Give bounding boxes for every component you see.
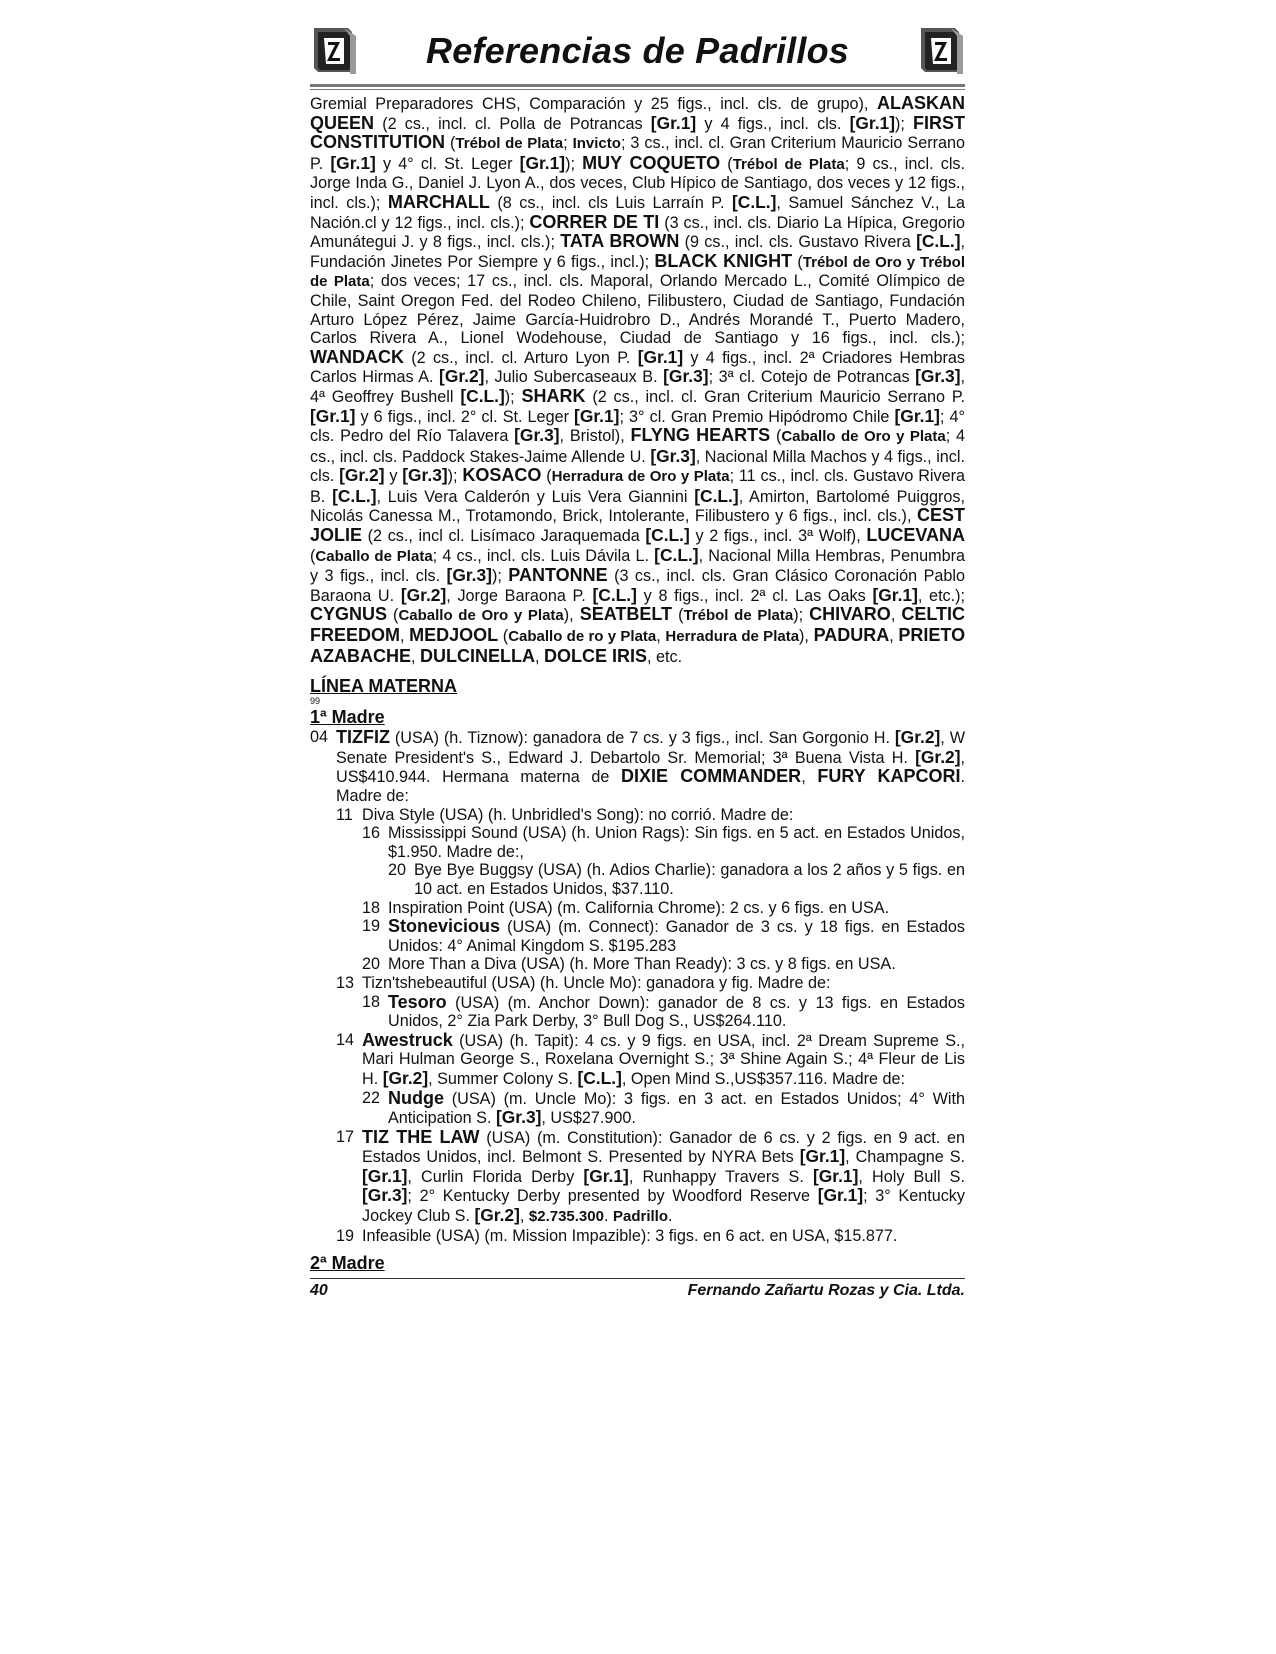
grade-badge: [Gr.2] [894,727,941,748]
horse-name: CYGNUS [310,604,388,625]
horse-name: FLYNG HEARTS [630,425,771,446]
grade-badge: [Gr.1] [650,112,697,133]
grade-badge: [Gr.2] [382,1067,429,1088]
horse-name: PANTONNE [508,565,608,586]
horse-name: MARCHALL [387,191,490,212]
pedigree-entry: 20 Bye Bye Buggsy (USA) (h. Adios Charlie): ganadora a los 2 años y 5 figs. en 10 act. en Estados Unidos, $37.110. [388,861,965,898]
grade-badge: [C.L.] [916,231,961,252]
status-label: Padrillo [612,1208,668,1226]
grade-badge: [Gr.2] [400,584,447,605]
section-heading-linea-materna: LÍNEA MATERNA [310,676,457,697]
header-divider [310,84,965,90]
grade-badge: [Gr.2] [439,366,485,387]
grade-badge: [Gr.3] [650,445,696,466]
horse-name: DOLCE IRIS [544,645,648,666]
pedigree-entry: 17 TIZ THE LAW (USA) (m. Constitution): Ganador de 6 cs. y 2 figs. en 9 act. en Estados Unidos, incl. Belmont S. Presented by NYRA Bets [Gr.1], Champagne S. [Gr.1], Curlin Florida Derby [Gr.1], Runhappy Travers S. [Gr.1], Holy Bull S. [Gr.3]; 2° Kentucky Derby presented by Woodford Reserve [Gr.1]; 3° Kentucky Jockey Club S. [Gr.2], $2.735.300. Padrillo. [336,1126,966,1226]
section-heading-segunda-madre: 2ª Madre [310,1253,385,1274]
grade-badge: [Gr.2] [915,746,961,767]
horse-name: MUY COQUETO [582,152,721,173]
grade-badge: [Gr.2] [474,1205,520,1226]
horse-name: BLACK KNIGHT [654,250,793,271]
section-mark: 99 [310,696,321,707]
pedigree-entry: 19 Stonevicious (USA) (m. Connect): Ganador de 3 cs. y 18 figs. en Estados Unidos: 4° Animal Kingdom S. $195.283 [362,916,965,955]
grade-badge: [Gr.1] [817,1185,864,1206]
grade-badge: [Gr.3] [362,1185,408,1206]
horse-name: SHARK [521,385,586,406]
grade-badge: [Gr.1] [637,346,684,367]
grade-badge: [Gr.1] [574,405,620,426]
horse-name: TIZ THE LAW [362,1126,480,1147]
page-footer [310,1282,965,1306]
grade-badge: [Gr.1] [872,584,918,605]
pedigree-entry: 14 Awestruck (USA) (h. Tapit): 4 cs. y 9 figs. en USA, incl. 2ª Dream Supreme S., Mari Hulman George S., Roxelana Overnight S.; 3ª Shine Again S.; 4ª Fleur de Lis H. [Gr.2], Summer Colony S. [C.L.], Open Mind S.,US$357.116. Madre de: [336,1029,966,1088]
grade-badge: [Gr.3] [514,425,560,446]
grade-badge: [C.L.] [577,1067,622,1088]
grade-badge: [C.L.] [460,385,505,406]
grade-badge: [Gr.1] [362,1165,408,1186]
grade-badge: [C.L.] [731,191,777,212]
horse-head-emblem-icon [917,24,965,76]
grade-badge: [Gr.1] [519,152,566,173]
pedigree-entry: 13 Tizn'tshebeautiful (USA) (h. Uncle Mo): ganadora y fig. Madre de: [336,973,831,992]
page-title: Referencias de Padrillos [426,30,849,71]
horse-name: CHIVARO [809,604,891,625]
earnings: $2.735.300 [528,1208,604,1226]
footer-divider [310,1278,965,1279]
horse-name: MEDJOOL [409,625,499,646]
horse-name: Stonevicious [388,916,501,937]
grade-badge: [C.L.] [654,544,699,565]
grade-badge: [Gr.1] [583,1165,629,1186]
grade-badge: [Gr.3] [402,465,448,486]
pedigree-entry: 19 Infeasible (USA) (m. Mission Impazible): 3 figs. en 6 act. en USA, $15.877. [336,1226,898,1245]
grade-badge: [Gr.3] [446,565,492,586]
horse-name: PADURA [813,625,890,646]
pedigree-entry: 11 Diva Style (USA) (h. Unbridled's Song): no corrió. Madre de: [336,805,794,824]
grade-badge: [C.L.] [645,525,690,546]
horse-name: ALASKAN QUEEN [310,93,966,133]
progeny-paragraph: Gremial Preparadores CHS, Comparación y 25 figs., incl. cls. de grupo), ALASKAN QUEEN (2 cs., incl. cl. Polla de Potrancas [Gr.1] y 4 figs., incl. cls. [Gr.1]); FIRST CONSTITUTION (Trébol de Plata; Invicto; 3 cs., incl. cl. Gran Criterium Mauricio Serrano P. [Gr.1] y 4° cl. St. Leger [Gr.1]); MUY COQUETO (Trébol de Plata; 9 cs., incl. cls. Jorge Inda G., Daniel J. Lyon A., dos veces, Club Hípico de Santiago, dos veces y 12 figs., incl. cls.); MARCHALL (8 cs., incl. cls Luis Larraín P. [C.L.], Samuel Sánchez V., La Nación.cl y 12 figs., incl. cls.); CORRER DE TI (3 cs., incl. cls. Diario La Hípica, Gregorio Amunátegui J. y 8 figs., incl. cls.); TATA BROWN (9 cs., incl. cls. Gustavo Rivera [C.L.], Fundación Jinetes Por Siempre y 6 figs., incl.); BLACK KNIGHT (Trébol de Oro y Trébol de Plata; dos veces; 17 cs., incl. cls. Maporal, Orlando Mercado L., Comité Olímpico de Chile, Saint Oregon Fed. del Rodeo Chileno, Filibustero, Ciudad de Santiago, Fundación Arturo López Pérez, Jaime García-Huidrobro D., Andrés Morandé T., Puerto Madero, Carlos Rivera A., Lionel Wodehouse, Ciudad de Santiago y 16 figs., incl. cls.); WANDACK (2 cs., incl. cl. Arturo Lyon P. [Gr.1] y 4 figs., incl. 2ª Criadores Hembras Carlos Hirmas A. [Gr.2], Julio Subercaseaux B. [Gr.3]; 3ª cl. Cotejo de Potrancas [Gr.3], 4ª Geoffrey Bushell [C.L.]); SHARK (2 cs., incl. cl. Gran Criterium Mauricio Serrano P. [Gr.1] y 6 figs., incl. 2° cl. St. Leger [Gr.1]; 3° cl. Gran Premio Hipódromo Chile [Gr.1]; 4° cls. Pedro del Río Talavera [Gr.3], Bristol), FLYNG HEARTS (Caballo de Oro y Plata; 4 cs., incl. cls. Paddock Stakes-Jaime Allende U. [Gr.3], Nacional Milla Machos y 4 figs., incl. cls. [Gr.2] y [Gr.3]); KOSACO (Herradura de Oro y Plata; 11 cs., incl. cls. Gustavo Rivera B. [C.L.], Luis Vera Calderón y Luis Vera Giannini [C.L.], Amirton, Bartolomé Puiggros, Nicolás Canessa M., Trotamondo, Brick, Intolerante, Filibustero y 6 figs., incl. cls.), CEST JOLIE (2 cs., incl cl. Lisímaco Jaraquemada [C.L.] y 2 figs., incl. 3ª Wolf), LUCEVANA (Caballo de Plata; 4 cs., incl. cls. Luis Dávila L. [C.L.], Nacional Milla Hembras, Penumbra y 3 figs., incl. cls. [Gr.3]); PANTONNE (3 cs., incl. cls. Gran Clásico Coronación Pablo Baraona U. [Gr.2], Jorge Baraona P. [C.L.] y 8 figs., incl. 2ª cl. Las Oaks [Gr.1], etc.); CYGNUS (Caballo de Oro y Plata), SEATBELT (Trébol de Plata); CHIVARO, CELTIC FREEDOM, MEDJOOL (Caballo de ro y Plata, Herradura de Plata), PADURA, PRIETO AZABACHE, DULCINELLA, DOLCE IRIS, etc. [310,93,966,666]
horse-name: LUCEVANA [866,525,966,546]
horse-name: WANDACK [310,346,404,367]
pedigree-entry: 18 Inspiration Point (USA) (m. California Chrome): 2 cs. y 6 figs. en USA. [362,898,890,917]
horse-name: CORRER DE TI [529,211,660,232]
page [310,20,965,1306]
horse-name: FIRST CONSTITUTION [310,112,966,153]
grade-badge: [Gr.1] [330,152,376,173]
grade-badge: [Gr.1] [849,112,895,133]
page-header [310,20,965,82]
horse-name: DULCINELLA [420,645,535,666]
grade-badge: [Gr.1] [799,1146,846,1167]
horse-name: CEST JOLIE [310,505,965,546]
grade-badge: [C.L.] [332,485,377,506]
grade-badge: [Gr.1] [310,405,356,426]
pedigree-entry: 04 TIZFIZ (USA) (h. Tiznow): ganadora de 7 cs. y 3 figs., incl. San Gorgonio H. [Gr.2], W Senate President's S., Edward J. Debartolo Sr. Memorial; 3ª Buena Vista H. [Gr.2], US$410.944. Hermana materna de DIXIE COMMANDER, FURY KAPCORI. Madre de: [310,727,965,805]
horse-name: DIXIE COMMANDER [621,766,802,787]
section-heading-primera-madre: 1ª Madre [310,707,385,728]
horse-name: SEATBELT [579,604,673,625]
horse-name: Tesoro [388,991,447,1012]
pedigree-entry: 18 Tesoro (USA) (m. Anchor Down): ganador de 8 cs. y 13 figs. en Estados Unidos, 2° Zia Park Derby, 3° Bull Dog S., US$264.110. [362,991,965,1031]
pedigree-entry: 16 Mississippi Sound (USA) (h. Union Rags): Sin figs. en 5 act. en Estados Unidos, $1.950. Madre de:, [362,824,965,861]
horse-name: FURY KAPCORI [817,766,961,787]
publisher-name: Fernando Zañartu Rozas y Cia. Ltda. [687,1282,965,1300]
pedigree-entry: 20 More Than a Diva (USA) (h. More Than Ready): 3 cs. y 8 figs. en USA. [362,955,896,974]
horse-name: TATA BROWN [560,231,680,252]
horse-name: KOSACO [462,465,542,486]
grade-badge: [Gr.2] [339,465,385,486]
grade-badge: [C.L.] [694,485,739,506]
horse-name: TIZFIZ [336,727,390,748]
grade-badge: [Gr.3] [495,1107,542,1128]
horse-name: Nudge [388,1087,444,1108]
pedigree-entry: 22 Nudge (USA) (m. Uncle Mo): 3 figs. en 3 act. en Estados Unidos; 4° With Anticipation S. [Gr.3], US$27.900. [362,1087,966,1128]
grade-badge: [Gr.3] [915,366,961,387]
horse-name: PRIETO AZABACHE [310,625,966,666]
grade-badge: [C.L.] [592,584,637,605]
grade-badge: [Gr.1] [894,405,940,426]
grade-badge: [Gr.3] [663,366,709,387]
horse-name: Awestruck [362,1029,453,1050]
page-number: 40 [310,1282,328,1300]
grade-badge: [Gr.1] [812,1165,859,1186]
horse-name: CELTIC FREEDOM [310,604,966,646]
